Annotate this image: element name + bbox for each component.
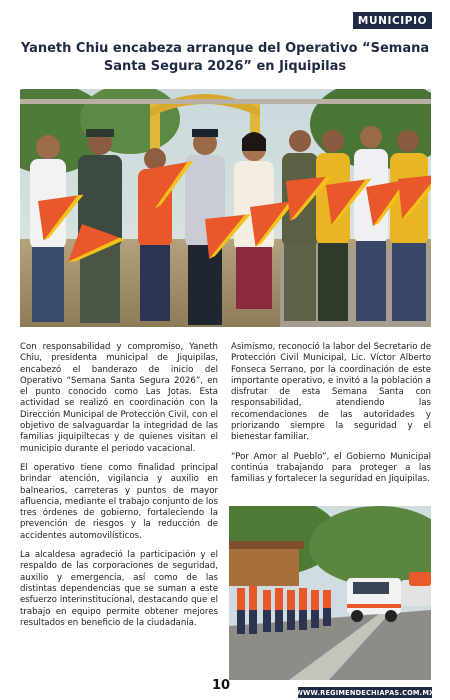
secondary-photo (229, 506, 431, 680)
article-paragraph: La alcaldesa agradeció la participación y el respaldo de las corporaciones de seguridad, auxilio y emergencia, así como de las distintas dependencias que se suman a este esfuerzo interinstitucional, destacando que el trabajo en equipo permite obtener mejores resultados en beneficio de la ciudadanía. (20, 550, 218, 628)
article-right-column (231, 342, 431, 494)
section-tag: MUNICIPIO (353, 12, 432, 29)
article-paragraph: El operativo tiene como finalidad principal brindar atención, vigilancia y auxilio en balnearios, carreteras y puntos de mayor afluencia, mediante el trabajo conjunto de los tres órdenes de gobierno, fortaleciendo la prevención de riesgos y la reducción de accidentes automovilísticos. (20, 462, 218, 541)
footer-website-link[interactable]: WWW.REGIMENDECHIAPAS.COM.MX (295, 688, 435, 697)
main-photo (20, 89, 431, 327)
article-paragraph: Con responsabilidad y compromiso, Yaneth Chiu, presidenta municipal de Jiquipilas, encabezó el banderazo de inicio del Operativo “Semana Santa Segura 2026”, en el punto conocido como Las Jotas. Esta actividad se realizó en coordinación con la Dirección Municipal de Protección Civil, con el objetivo de salvaguardar la integridad de las familias jiquipiltecas y de quienes visitan el municipio durante el periodo vacacional. (20, 342, 218, 454)
article-left-column (20, 342, 218, 637)
article-paragraph: Asimismo, reconoció la labor del Secretario de Protección Civil Municipal, Lic. Víctor Alberto Fonseca Serrano, por la coordinación de este importante operativo, e invitó a la población a disfrutar de esta Semana Santa con responsabilidad, atendiendo las recomendaciones de las autoridades y priorizando siempre la seguridad y el bienestar familiar. (231, 342, 431, 443)
article-paragraph: “Por Amor al Pueblo”, el Gobierno Municipal continúa trabajando para proteger a las familias y fortalecer la seguridad en Jiquipilas. (231, 451, 431, 485)
article-headline: Yaneth Chiu encabeza arranque del Operativo “Semana Santa Segura 2026” en Jiquipilas (20, 41, 430, 74)
page-number: 10 (212, 678, 231, 693)
